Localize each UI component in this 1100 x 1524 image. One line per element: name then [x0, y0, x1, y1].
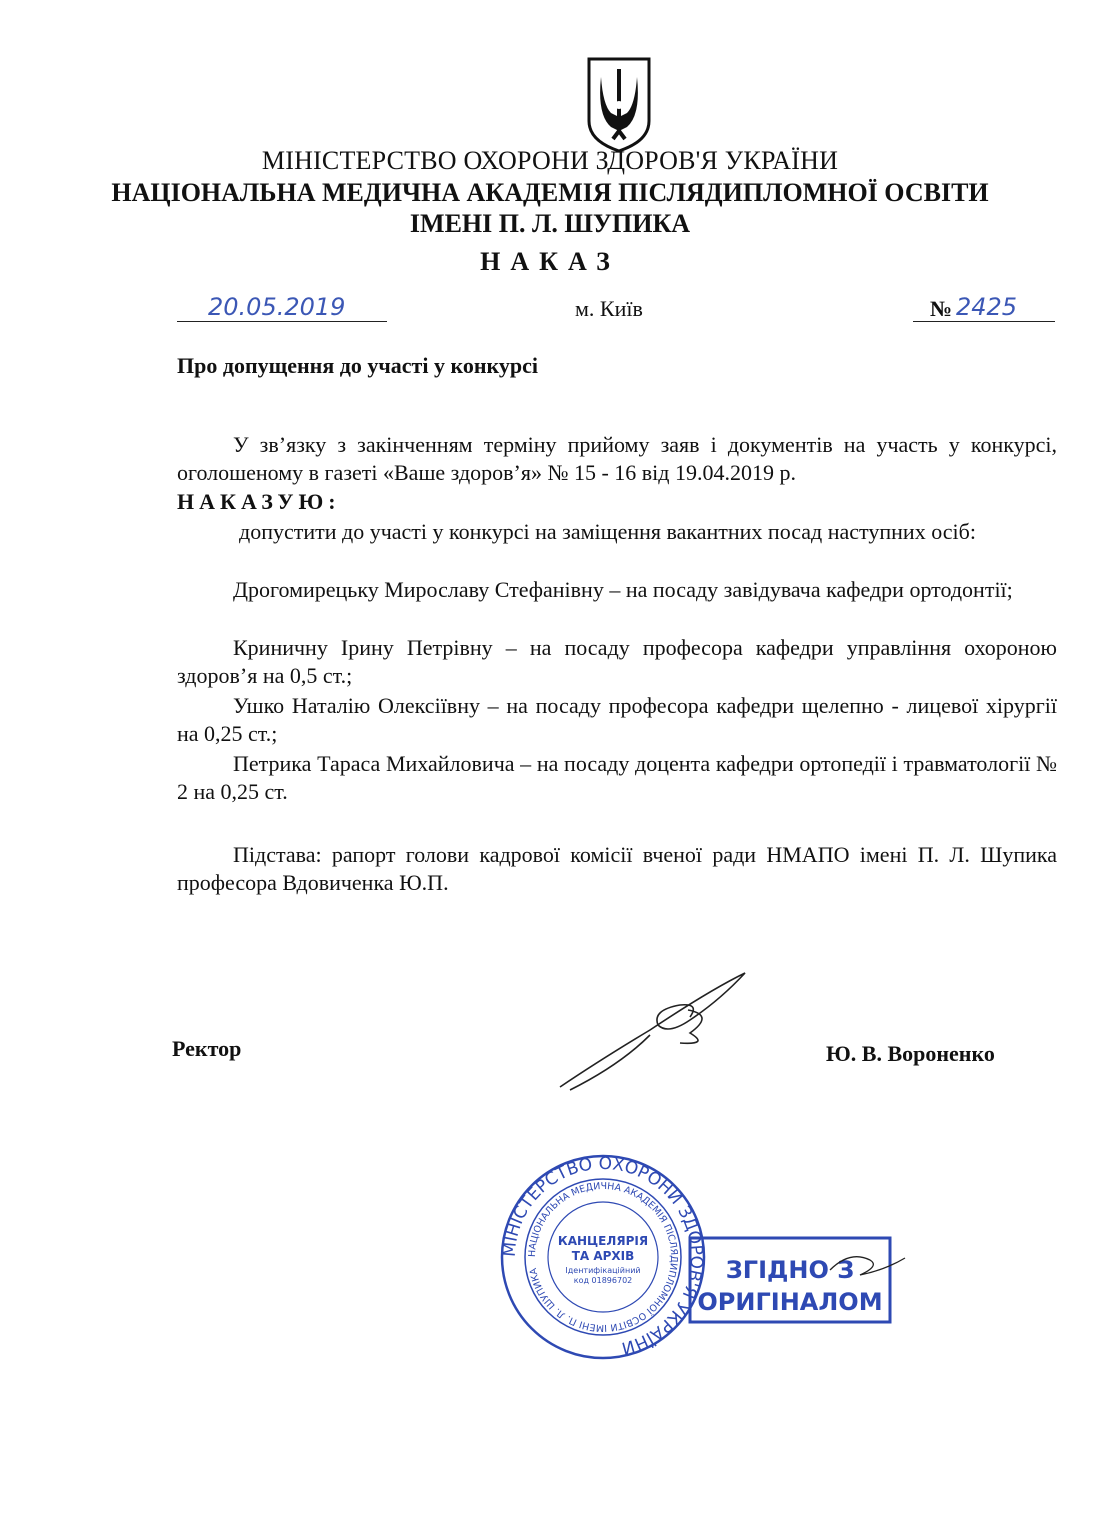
handwritten-signature: [540, 965, 810, 1095]
order-title: НАКАЗ: [480, 247, 620, 276]
paragraph-candidate-3: Ушко Наталію Олексіївну – на посаду професора кафедри щелепно - лицевої хірургії на 0,25 ст.;: [177, 693, 1057, 746]
order-subject: Про допущення до участі у конкурсі: [177, 353, 539, 378]
paragraph-candidate-2: Криничну Ірину Петрівну – на посаду професора кафедри управління охороною здоров’я на 0,5 ст.;: [177, 635, 1057, 688]
certified-copy-stamp: [670, 1230, 910, 1330]
round-seal-center-1: КАНЦЕЛЯРІЯ: [557, 1234, 649, 1248]
paragraph-basis: Підстава: рапорт голови кадрової комісії вченої ради НМАПО імені П. Л. Шупика професора Вдовиченка Ю.П.: [177, 842, 1057, 895]
academy-name-line2: ІМЕНІ П. Л. ШУПИКА: [409, 209, 691, 238]
ministry-name: МІНІСТЕРСТВО ОХОРОНИ ЗДОРОВ'Я УКРАЇНИ: [261, 146, 839, 175]
round-seal-center-4: код 01896702: [573, 1276, 633, 1285]
paragraph-admit: допустити до участі у конкурсі на заміщення вакантних посад наступних осіб:: [239, 519, 976, 544]
paragraph-candidate-4: Петрика Тараса Михайловича – на посаду доцента кафедри ортопедії і травматології № 2 на 0,25 ст.: [177, 751, 1057, 804]
stamp-line-2: ОРИГІНАЛОМ: [697, 1288, 883, 1316]
order-date: 20.05.2019: [208, 293, 346, 321]
paragraph-candidate-1: Дрогомирецьку Мирославу Стефанівну – на посаду завідувача кафедри ортодонтії;: [233, 577, 1013, 602]
round-seal-inner-text: НАЦІОНАЛЬНА МЕДИЧНА АКАДЕМІЯ ПІСЛЯДИПЛОМНОЇ ОСВІТИ ІМЕНІ П. Л. ШУПИКА: [526, 1180, 680, 1334]
order-number: 2425: [956, 293, 1018, 321]
orders-heading: НАКАЗУЮ:: [177, 489, 341, 514]
round-seal-center-2: ТА АРХІВ: [571, 1249, 635, 1263]
paragraph-preamble: У зв’язку з закінченням терміну прийому заяв і документів на участь у конкурсі, оголошеному в газеті «Ваше здоров’я» № 15 - 16 від 19.04.2019 р.: [177, 432, 1057, 485]
coat-of-arms-icon: [585, 55, 653, 155]
stamp-line-1: ЗГІДНО З: [725, 1256, 855, 1284]
round-seal-center-3: Ідентифікаційний: [565, 1266, 641, 1275]
academy-name: НАЦІОНАЛЬНА МЕДИЧНА АКАДЕМІЯ ПІСЛЯДИПЛОМНОЇ ОСВІТИ: [111, 178, 989, 207]
signer-name: Ю. В. Вороненко: [826, 1041, 995, 1066]
round-seal-outer-text: МІНІСТЕРСТВО ОХОРОНИ ЗДОРОВ'Я УКРАЇНИ: [499, 1153, 707, 1358]
signer-role: Ректор: [172, 1036, 242, 1061]
city: м. Київ: [575, 296, 643, 321]
number-label: №: [930, 296, 953, 321]
